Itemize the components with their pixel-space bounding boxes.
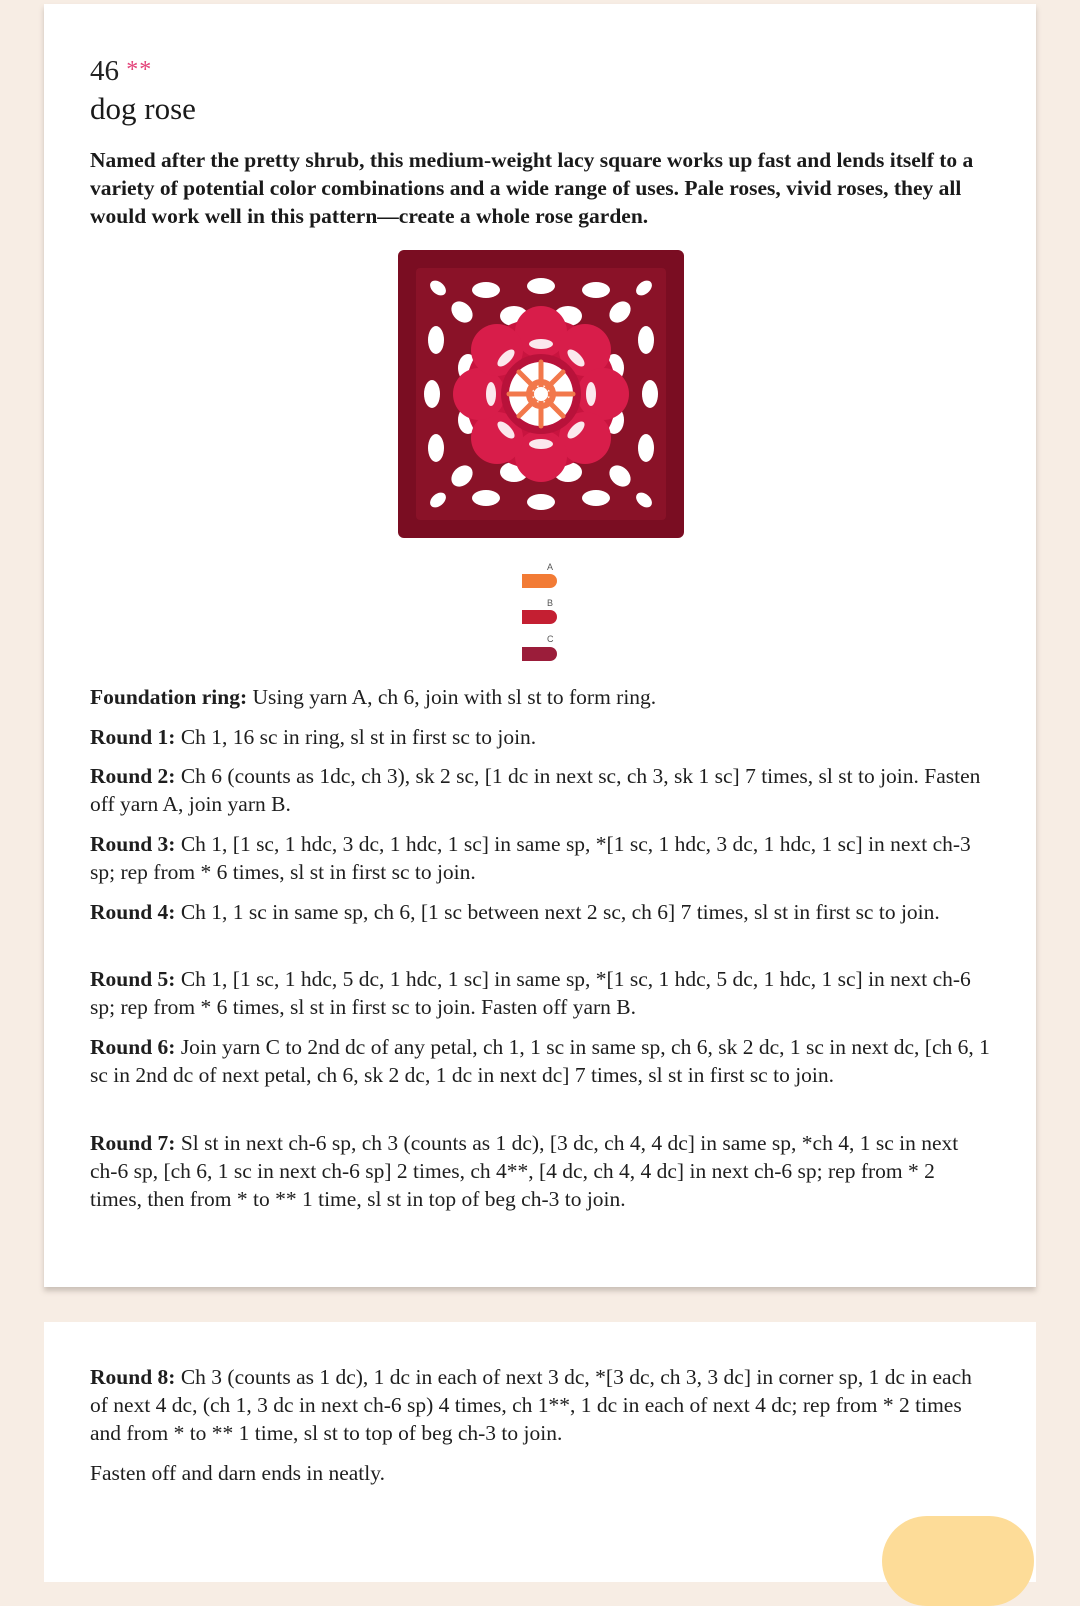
- instruction-round-8: [90, 1363, 990, 1447]
- instruction-label: Round 1:: [90, 725, 176, 749]
- instruction-text: Fasten off and darn ends in neatly.: [90, 1461, 385, 1485]
- instruction-round-5: [90, 965, 990, 1021]
- instruction-label: Round 3:: [90, 832, 176, 856]
- instruction-round-3: [90, 830, 990, 886]
- instruction-finishing: [90, 1459, 990, 1487]
- instruction-round-1: [90, 723, 990, 751]
- instruction-text: Ch 1, 1 sc in same sp, ch 6, [1 sc between next 2 sc, ch 6] 7 times, sl st in first sc to join.: [175, 900, 940, 924]
- pattern-title: dog rose: [90, 91, 196, 126]
- granny-square-photo: [398, 250, 684, 538]
- intro-paragraph: Named after the pretty shrub, this medium-weight lacy square works up fast and lends itself to a variety of potential color combinations and a wide range of uses. Pale roses, vivid roses, they all would work well in this pattern—create a whole rose garden.: [90, 148, 974, 228]
- instruction-label: Round 4:: [90, 900, 176, 924]
- instruction-text: Using yarn A, ch 6, join with sl st to form ring.: [247, 685, 657, 709]
- instruction-round-2: [90, 762, 990, 818]
- instruction-label: Round 8:: [90, 1365, 176, 1389]
- instruction-label: Round 7:: [90, 1131, 176, 1155]
- yarn-label-a: A: [547, 562, 554, 572]
- yarn-swatch-a: [522, 574, 557, 588]
- instruction-text: Ch 1, 16 sc in ring, sl st in first sc to join.: [175, 725, 537, 749]
- instruction-foundation-ring: [90, 683, 990, 711]
- instruction-label: Foundation ring:: [90, 685, 248, 709]
- instruction-label: Round 2:: [90, 764, 176, 788]
- floating-action-button[interactable]: [882, 1516, 1034, 1606]
- instruction-label: Round 5:: [90, 967, 176, 991]
- instruction-round-6: [90, 1033, 990, 1089]
- pattern-number: [90, 52, 152, 89]
- yarn-label-b: B: [547, 598, 554, 608]
- instruction-text: Ch 6 (counts as 1dc, ch 3), sk 2 sc, [1 dc in next sc, ch 3, sk 1 sc] 7 times, sl st to join. Fasten off yarn A, join yarn B.: [90, 764, 981, 816]
- instruction-text: Sl st in next ch-6 sp, ch 3 (counts as 1 dc), [3 dc, ch 4, 4 dc] in same sp, *ch 4, 1 sc in next ch-6 sp, [ch 6, 1 sc in next ch-6 sp] 2 times, ch 4**, [4 dc, ch 4, 4 dc] in next ch-6 sp; rep from * 2 times, then from * to ** 1 time, sl st in top of beg ch-3 to join.: [90, 1131, 959, 1211]
- instruction-text: Ch 1, [1 sc, 1 hdc, 3 dc, 1 hdc, 1 sc] in same sp, *[1 sc, 1 hdc, 3 dc, 1 hdc, 1 sc] in next ch-3 sp; rep from * 6 times, sl st in first sc to join.: [90, 832, 971, 884]
- page-card-1: [44, 4, 1036, 1287]
- pattern-number-value: 46: [90, 55, 119, 87]
- instruction-text: Join yarn C to 2nd dc of any petal, ch 1, 1 sc in same sp, ch 6, sk 2 dc, 1 sc in next dc, [ch 6, 1 sc in 2nd dc of next petal, ch 6, sk 2 dc, 1 dc in next dc] 7 times, sl st in first sc to join.: [90, 1035, 990, 1087]
- instruction-text: Ch 1, [1 sc, 1 hdc, 5 dc, 1 hdc, 1 sc] in same sp, *[1 sc, 1 hdc, 5 dc, 1 hdc, 1 sc] in next ch-6 sp; rep from * 6 times, sl st in first sc to join. Fasten off yarn B.: [90, 967, 971, 1019]
- yarn-swatch-b: [522, 610, 557, 624]
- yarn-label-c: C: [547, 634, 554, 644]
- instruction-round-7: [90, 1129, 990, 1213]
- difficulty-stars: **: [126, 57, 153, 83]
- instruction-label: Round 6:: [90, 1035, 176, 1059]
- instruction-round-4: [90, 898, 990, 926]
- instruction-text: Ch 3 (counts as 1 dc), 1 dc in each of next 3 dc, *[3 dc, ch 3, 3 dc] in corner sp, 1 dc in each of next 4 dc, (ch 1, 3 dc in next ch-6 sp) 4 times, ch 1**, 1 dc in each of next 4 dc; rep from * 2 times and from * to ** 1 time, sl st to top of beg ch-3 to join.: [90, 1365, 972, 1445]
- yarn-color-key: [522, 562, 562, 666]
- yarn-swatch-c: [522, 647, 557, 661]
